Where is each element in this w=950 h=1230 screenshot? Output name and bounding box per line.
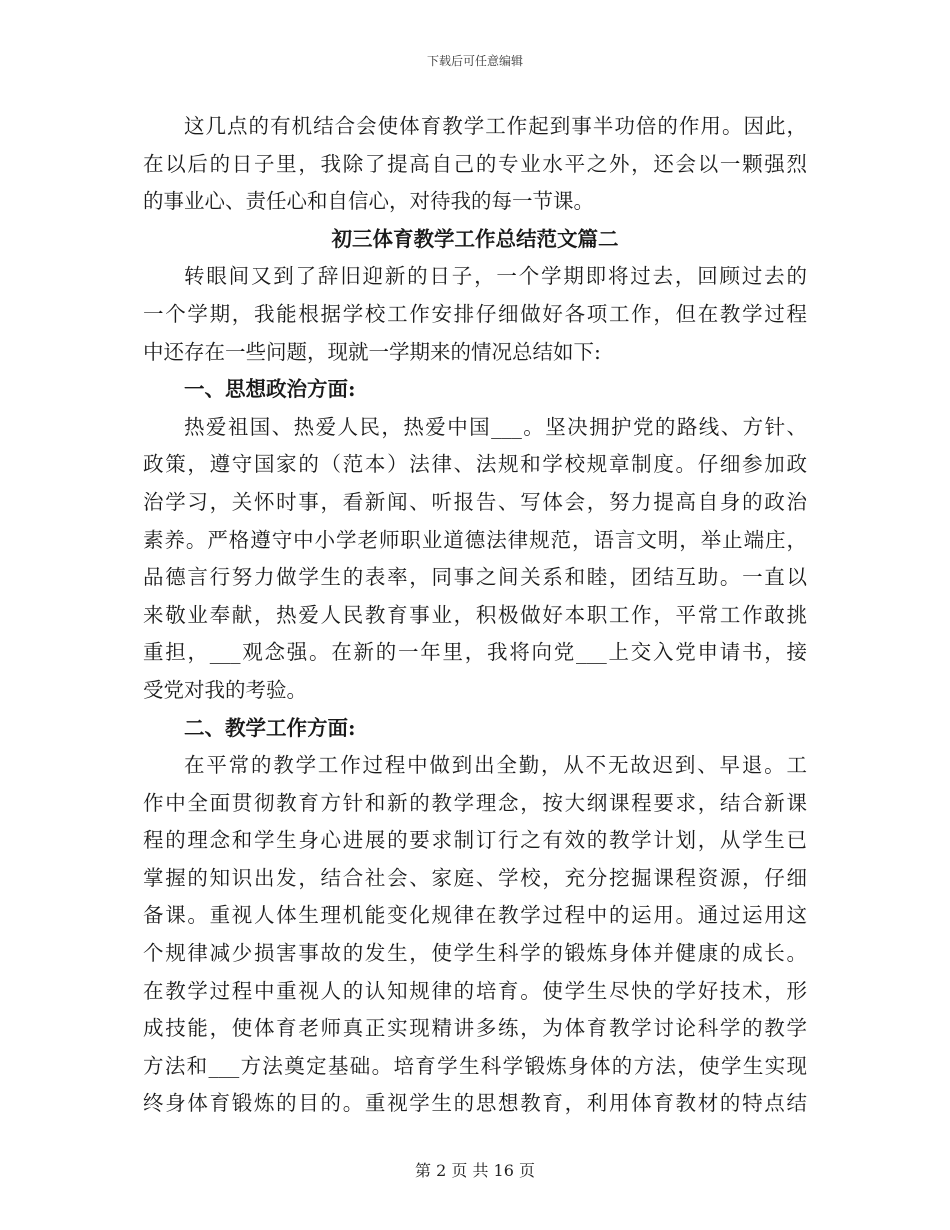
document-body <box>143 108 807 1123</box>
text-line: 作中全面贯彻教育方针和新的教学理念，按大纲课程要求，结合新课 <box>143 790 807 815</box>
text-line: 掌握的知识出发，结合社会、家庭、学校，充分挖掘课程资源，仔细 <box>143 865 807 890</box>
text-line: 转眼间又到了辞旧迎新的日子，一个学期即将过去，回顾过去的 <box>184 264 807 289</box>
text-line: 受党对我的考验。 <box>143 677 307 702</box>
section-heading: 二、教学工作方面: <box>184 715 356 740</box>
text-line: 中还存在一些问题，现就一学期来的情况总结如下: <box>143 339 601 364</box>
text-line: 在平常的教学工作过程中做到出全勤，从不无故迟到、早退。工 <box>184 753 807 778</box>
text-line: 重担，___观念强。在新的一年里，我将向党___上交入党申请书，接 <box>143 640 807 665</box>
text-line: 在教学过程中重视人的认知规律的培育。使学生尽快的学好技术，形 <box>143 978 807 1003</box>
text-line: 备课。重视人体生理机能变化规律在教学过程中的运用。通过运用这 <box>143 903 807 928</box>
text-line: 终身体育锻炼的目的。重视学生的思想教育，利用体育教材的特点结 <box>143 1091 807 1116</box>
text-line: 品德言行努力做学生的表率，同事之间关系和睦，团结互助。一直以 <box>143 565 807 590</box>
text-line: 方法和___方法奠定基础。培育学生科学锻炼身体的方法，使学生实现 <box>143 1053 807 1078</box>
page-footer: 第 2 页 共 16 页 <box>415 1161 535 1180</box>
text-line: 在以后的日子里，我除了提高自己的专业水平之外，还会以一颗强烈 <box>143 151 807 176</box>
section-heading: 一、思想政治方面: <box>184 377 356 402</box>
text-line: 热爱祖国、热爱人民，热爱中国___。坚决拥护党的路线、方针、 <box>184 414 807 439</box>
text-line: 的事业心、责任心和自信心，对待我的每一节课。 <box>143 189 594 214</box>
text-line: 这几点的有机结合会使体育教学工作起到事半功倍的作用。因此， <box>184 114 807 138</box>
text-line: 政策，遵守国家的（范本）法律、法规和学校规章制度。仔细参加政 <box>143 452 807 477</box>
text-line: 程的理念和学生身心进展的要求制订行之有效的教学计划，从学生已 <box>143 828 807 853</box>
document-title: 初三体育教学工作总结范文篇二 <box>331 226 619 251</box>
text-line: 个规律减少损害事故的发生，使学生科学的锻炼身体并健康的成长。 <box>143 941 807 966</box>
page-header: 下载后可任意编辑 <box>426 54 523 68</box>
text-line: 素养。严格遵守中小学老师职业道德法律规范，语言文明，举止端庄， <box>143 527 807 552</box>
text-line: 一个学期，我能根据学校工作安排仔细做好各项工作，但在教学过程 <box>143 301 807 326</box>
text-line: 来敬业奉献，热爱人民教育事业，积极做好本职工作，平常工作敢挑 <box>143 602 807 627</box>
text-line: 成技能，使体育老师真正实现精讲多练，为体育教学讨论科学的教学 <box>143 1016 807 1041</box>
text-line: 治学习，关怀时事，看新闻、听报告、写体会，努力提高自身的政治 <box>143 489 807 514</box>
